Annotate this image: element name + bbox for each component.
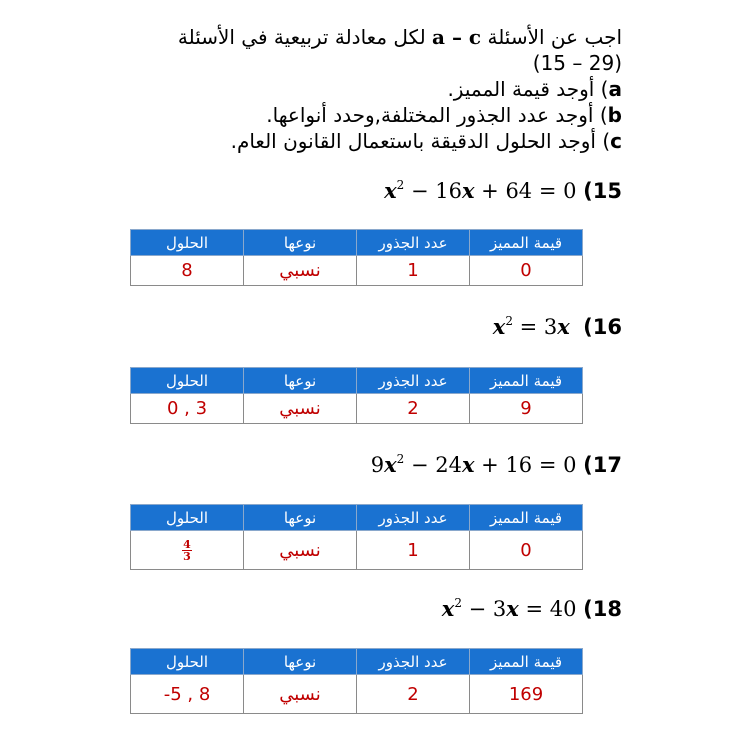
header-solutions: الحلول: [131, 368, 244, 394]
equation-16: $x^2 = 3x$: [492, 314, 570, 339]
equation-17: $9x^2 - 24x + 16 = 0$: [370, 452, 584, 477]
item-letter: c: [610, 129, 622, 153]
problem-16: [493, 314, 622, 339]
answer-table-18: [130, 648, 583, 714]
header-type: نوعها: [244, 649, 357, 675]
answer-table-15: [130, 229, 583, 286]
instruction-item-a: a) أوجد قيمة المميز.: [447, 77, 622, 101]
problem-17: [371, 452, 622, 477]
header-type: نوعها: [244, 230, 357, 256]
instructions: [122, 24, 622, 154]
header-root-count: عدد الجذور: [357, 505, 470, 531]
problem-15: [384, 178, 622, 203]
cell-type: نسبي: [244, 256, 357, 286]
header-root-count: عدد الجذور: [357, 368, 470, 394]
problem-18: [442, 596, 622, 621]
equation-18: $x^2 - 3x = 40$: [441, 596, 584, 621]
fraction-denominator: 3: [183, 549, 191, 563]
cell-discriminant: 169: [470, 675, 583, 714]
answer-table-17: [130, 504, 583, 570]
equation-15: $x^2 - 16x + 64 = 0$: [384, 178, 584, 203]
problem-number: (18: [583, 597, 622, 621]
item-letter: a: [608, 77, 622, 101]
problem-number: (16: [583, 315, 622, 339]
item-text: أوجد قيمة المميز.: [447, 77, 595, 101]
cell-root-count: 2: [357, 675, 470, 714]
fraction-numerator: 4: [183, 537, 191, 551]
cell-discriminant: 0: [470, 256, 583, 286]
answer-table-16: [130, 367, 583, 424]
instruction-item-b: b) أوجد عدد الجذور المختلفة,وحدد أنواعها.: [266, 103, 622, 127]
cell-root-count: 1: [357, 256, 470, 286]
header-type: نوعها: [244, 368, 357, 394]
cell-solutions: 8: [131, 256, 244, 286]
item-text: أوجد عدد الجذور المختلفة,وحدد أنواعها.: [266, 103, 594, 127]
cell-solutions: -5 , 8: [131, 675, 244, 714]
instructions-line-2: [122, 50, 622, 76]
instruction-item-c: c) أوجد الحلول الدقيقة باستعمال القانون العام.: [230, 129, 622, 153]
cell-solutions: [131, 531, 244, 570]
problem-number: (17: [583, 453, 622, 477]
cell-discriminant: 0: [470, 531, 583, 570]
cell-type: نسبي: [244, 394, 357, 424]
cell-root-count: 1: [357, 531, 470, 570]
header-discriminant: قيمة المميز: [470, 649, 583, 675]
header-solutions: الحلول: [131, 230, 244, 256]
header-discriminant: قيمة المميز: [470, 230, 583, 256]
cell-root-count: 2: [357, 394, 470, 424]
header-root-count: عدد الجذور: [357, 230, 470, 256]
header-type: نوعها: [244, 505, 357, 531]
cell-type: نسبي: [244, 531, 357, 570]
instructions-text-2: لكل معادلة تربيعية في الأسئلة: [177, 25, 433, 49]
header-discriminant: قيمة المميز: [470, 505, 583, 531]
instructions-text: اجب عن الأسئلة: [481, 25, 622, 49]
question-numbers: (15 – 29): [532, 51, 622, 75]
instructions-line-1: [122, 24, 622, 50]
item-text: أوجد الحلول الدقيقة باستعمال القانون العام.: [230, 129, 596, 153]
header-discriminant: قيمة المميز: [470, 368, 583, 394]
question-range: a – c: [432, 25, 482, 49]
cell-type: نسبي: [244, 675, 357, 714]
cell-discriminant: 9: [470, 394, 583, 424]
fraction: [182, 539, 192, 562]
header-root-count: عدد الجذور: [357, 649, 470, 675]
problem-number: (15: [583, 179, 622, 203]
header-solutions: الحلول: [131, 505, 244, 531]
item-letter: b: [607, 103, 622, 127]
cell-solutions: 0 , 3: [131, 394, 244, 424]
header-solutions: الحلول: [131, 649, 244, 675]
